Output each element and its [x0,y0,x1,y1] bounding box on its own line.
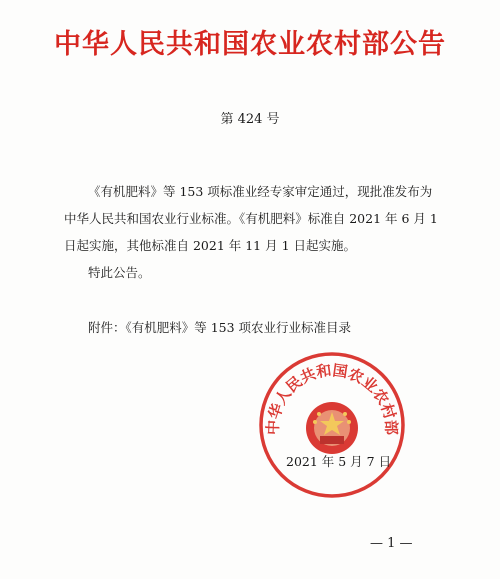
official-seal [257,350,407,500]
document-header: 中华人民共和国农业农村部公告 [54,29,446,60]
document-number: 第 424 号 [220,112,280,127]
issue-date: 2021 年 5 月 7 日 [286,454,392,469]
national-emblem-icon [306,402,358,454]
annex-line: 附件：《有机肥料》等 153 项农业行业标准目录 [88,320,352,335]
seal-text: 中华人民共和国农业农村部 [263,361,401,436]
body-line: 《有机肥料》等 153 项标准业经专家审定通过，现批准发布为 [88,184,433,199]
closing-line: 特此公告。 [88,265,151,280]
document-body [64,178,444,286]
body-line: 日起实施，其他标准自 2021 年 11 月 1 日起实施。 [64,238,357,253]
page-number: — 1 — [370,536,413,551]
body-line: 中华人民共和国农业行业标准。《有机肥料》标准自 2021 年 6 月 1 [64,211,438,226]
